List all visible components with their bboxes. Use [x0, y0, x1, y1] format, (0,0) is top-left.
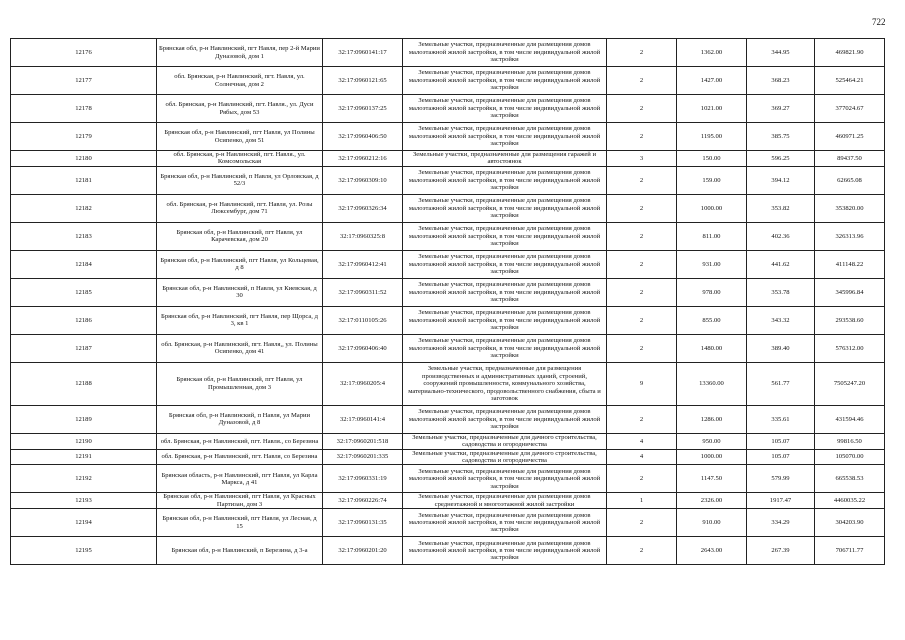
group-cell: 1 — [607, 493, 677, 509]
land-use-cell: Земельные участки, предназначенные для размещения домов малоэтажной жилой застройки, в том числе индивидуальной жилой застройки — [403, 278, 607, 306]
specific-value-cell: 344.95 — [747, 39, 815, 67]
row-number: 12190 — [11, 433, 157, 449]
cadastral-value-cell: 62665.08 — [815, 166, 885, 194]
specific-value-cell: 1917.47 — [747, 493, 815, 509]
area-cell: 1147.50 — [677, 465, 747, 493]
cadastral-value-cell: 525464.21 — [815, 67, 885, 95]
land-use-cell: Земельные участки, предназначенные для размещения домов малоэтажной жилой застройки, в том числе индивидуальной жилой застройки — [403, 465, 607, 493]
group-cell: 2 — [607, 306, 677, 334]
specific-value-cell: 385.75 — [747, 123, 815, 151]
row-number: 12186 — [11, 306, 157, 334]
row-number: 12178 — [11, 95, 157, 123]
cadastral-number-cell: 32:17:0110105:26 — [323, 306, 403, 334]
group-cell: 2 — [607, 194, 677, 222]
specific-value-cell: 561.77 — [747, 362, 815, 405]
specific-value-cell: 441.62 — [747, 250, 815, 278]
table-row — [11, 405, 885, 433]
address-cell: Брянская обл, р-н Навлинский, п Навля, ул Киевская, д 30 — [157, 278, 323, 306]
land-use-cell: Земельные участки, предназначенные для размещения домов малоэтажной жилой застройки, в том числе индивидуальной жилой застройки — [403, 334, 607, 362]
specific-value-cell: 596.25 — [747, 151, 815, 167]
cadastral-value-cell: 706711.77 — [815, 537, 885, 565]
table-row — [11, 362, 885, 405]
area-cell: 950.00 — [677, 433, 747, 449]
area-cell: 1195.00 — [677, 123, 747, 151]
area-cell: 1000.00 — [677, 194, 747, 222]
group-cell: 9 — [607, 362, 677, 405]
cadastral-number-cell: 32:17:0960141:17 — [323, 39, 403, 67]
group-cell: 2 — [607, 250, 677, 278]
specific-value-cell: 402.36 — [747, 222, 815, 250]
land-use-cell: Земельные участки, предназначенные для дачного строительства, садоводства и огородничества — [403, 433, 607, 449]
land-use-cell: Земельные участки, предназначенные для размещения домов малоэтажной жилой застройки, в том числе индивидуальной жилой застройки — [403, 67, 607, 95]
cadastral-value-cell: 326313.96 — [815, 222, 885, 250]
cadastral-value-cell: 89437.50 — [815, 151, 885, 167]
table-row — [11, 537, 885, 565]
table-row — [11, 151, 885, 167]
specific-value-cell: 369.27 — [747, 95, 815, 123]
table-row — [11, 194, 885, 222]
address-cell: Брянская обл, р-н Навлинский, пгт Навля, пер Щорса, д 3, кв 1 — [157, 306, 323, 334]
area-cell: 13360.00 — [677, 362, 747, 405]
area-cell: 1362.00 — [677, 39, 747, 67]
cadastral-value-cell: 7505247.20 — [815, 362, 885, 405]
group-cell: 2 — [607, 405, 677, 433]
cadastral-number-cell: 32:17:0960121:65 — [323, 67, 403, 95]
table-body — [11, 39, 885, 565]
area-cell: 811.00 — [677, 222, 747, 250]
land-use-cell: Земельные участки, предназначенные для размещения домов малоэтажной жилой застройки, в том числе индивидуальной жилой застройки — [403, 39, 607, 67]
row-number: 12185 — [11, 278, 157, 306]
land-use-cell: Земельные участки, предназначенные для размещения домов среднеэтажной и многоэтажной жилой застройки — [403, 493, 607, 509]
table-row — [11, 67, 885, 95]
address-cell: Брянская обл, р-н Навлинский, пгт Навля, ул Промышленная, дом 3 — [157, 362, 323, 405]
cadastral-number-cell: 32:17:0960141:4 — [323, 405, 403, 433]
table-row — [11, 222, 885, 250]
area-cell: 1000.00 — [677, 449, 747, 465]
specific-value-cell: 343.32 — [747, 306, 815, 334]
group-cell: 2 — [607, 39, 677, 67]
area-cell: 1427.00 — [677, 67, 747, 95]
address-cell: Брянская обл, р-н Навлинский, пгт Навля, ул Кольцевая, д 8 — [157, 250, 323, 278]
row-number: 12179 — [11, 123, 157, 151]
area-cell: 2643.00 — [677, 537, 747, 565]
table-row — [11, 433, 885, 449]
address-cell: Брянская обл, р-н Навлинский, пгт Навля, ул Красных Партизан, дом 3 — [157, 493, 323, 509]
row-number: 12194 — [11, 509, 157, 537]
address-cell: Брянская обл, р-н Навлинский, пгт Навля, пер 2-й Марии Дуназовой, дом 1 — [157, 39, 323, 67]
table-row — [11, 39, 885, 67]
cadastral-number-cell: 32:17:0960412:41 — [323, 250, 403, 278]
address-cell: обл. Брянская, р-н Навлинский, пгт. Навля,, ул. Полины Осипенко, дом 41 — [157, 334, 323, 362]
land-use-cell: Земельные участки, предназначенные для размещения домов малоэтажной жилой застройки, в том числе индивидуальной жилой застройки — [403, 222, 607, 250]
row-number: 12192 — [11, 465, 157, 493]
cadastral-value-cell: 4460035.22 — [815, 493, 885, 509]
land-use-cell: Земельные участки, предназначенные для размещения домов малоэтажной жилой застройки, в том числе индивидуальной жилой застройки — [403, 537, 607, 565]
cadastral-value-cell: 665538.53 — [815, 465, 885, 493]
address-cell: обл. Брянская, р-н Навлинский, пгт. Навля., ул. Комсомольская — [157, 151, 323, 167]
cadastral-value-cell: 293538.60 — [815, 306, 885, 334]
group-cell: 2 — [607, 334, 677, 362]
area-cell: 159.00 — [677, 166, 747, 194]
row-number: 12180 — [11, 151, 157, 167]
address-cell: Брянская обл, р-н Навлинский, п Навля, ул Марии Дуназовой, д 8 — [157, 405, 323, 433]
group-cell: 2 — [607, 222, 677, 250]
address-cell: обл. Брянская, р-н Навлинский, пгт. Навля., ул. Дуси Рябых, дом 53 — [157, 95, 323, 123]
address-cell: Брянская обл, р-н Навлинский, пгт Навля, ул Лесная, д 15 — [157, 509, 323, 537]
row-number: 12181 — [11, 166, 157, 194]
cadastral-number-cell: 32:17:0960131:35 — [323, 509, 403, 537]
cadastral-number-cell: 32:17:0960201:335 — [323, 449, 403, 465]
row-number: 12184 — [11, 250, 157, 278]
group-cell: 2 — [607, 509, 677, 537]
row-number: 12191 — [11, 449, 157, 465]
row-number: 12188 — [11, 362, 157, 405]
cadastral-number-cell: 32:17:0960201:518 — [323, 433, 403, 449]
land-use-cell: Земельные участки, предназначенные для размещения домов малоэтажной жилой застройки, в том числе индивидуальной жилой застройки — [403, 95, 607, 123]
specific-value-cell: 579.99 — [747, 465, 815, 493]
cadastral-value-cell: 431594.46 — [815, 405, 885, 433]
cadastral-number-cell: 32:17:0960201:20 — [323, 537, 403, 565]
specific-value-cell: 335.61 — [747, 405, 815, 433]
cadastral-value-cell: 469821.90 — [815, 39, 885, 67]
group-cell: 2 — [607, 67, 677, 95]
cadastral-value-table — [10, 38, 885, 565]
land-use-cell: Земельные участки, предназначенные для размещения домов малоэтажной жилой застройки, в том числе индивидуальной жилой застройки — [403, 123, 607, 151]
table-row — [11, 95, 885, 123]
cadastral-number-cell: 32:17:0960406:50 — [323, 123, 403, 151]
table-row — [11, 509, 885, 537]
address-cell: Брянская обл, р-н Навлинский, п Березина, д 3-а — [157, 537, 323, 565]
table-row — [11, 449, 885, 465]
cadastral-value-cell: 576312.00 — [815, 334, 885, 362]
land-use-cell: Земельные участки, предназначенные для размещения домов малоэтажной жилой застройки, в том числе индивидуальной жилой застройки — [403, 194, 607, 222]
land-use-cell: Земельные участки, предназначенные для размещения домов малоэтажной жилой застройки, в том числе индивидуальной жилой застройки — [403, 306, 607, 334]
cadastral-number-cell: 32:17:0960309:10 — [323, 166, 403, 194]
specific-value-cell: 334.29 — [747, 509, 815, 537]
table-row — [11, 493, 885, 509]
table-row — [11, 278, 885, 306]
area-cell: 978.00 — [677, 278, 747, 306]
cadastral-number-cell: 32:17:0960331:19 — [323, 465, 403, 493]
row-number: 12182 — [11, 194, 157, 222]
address-cell: Брянская обл, р-н Навлинский, п Навля, ул Орловская, д 52/3 — [157, 166, 323, 194]
row-number: 12177 — [11, 67, 157, 95]
area-cell: 150.00 — [677, 151, 747, 167]
row-number: 12183 — [11, 222, 157, 250]
specific-value-cell: 353.78 — [747, 278, 815, 306]
specific-value-cell: 105.07 — [747, 449, 815, 465]
cadastral-value-cell: 460971.25 — [815, 123, 885, 151]
group-cell: 4 — [607, 433, 677, 449]
land-use-cell: Земельные участки, предназначенные для размещения домов малоэтажной жилой застройки, в том числе индивидуальной жилой застройки — [403, 405, 607, 433]
group-cell: 2 — [607, 123, 677, 151]
land-use-cell: Земельные участки, предназначенные для размещения домов малоэтажной жилой застройки, в том числе индивидуальной жилой застройки — [403, 509, 607, 537]
table-row — [11, 123, 885, 151]
address-cell: обл. Брянская, р-н Навлинский, пгт. Навля, со Березина — [157, 449, 323, 465]
group-cell: 2 — [607, 537, 677, 565]
specific-value-cell: 389.40 — [747, 334, 815, 362]
row-number: 12189 — [11, 405, 157, 433]
address-cell: обл. Брянская, р-н Навлинский, пгт. Навля, ул. Розы Люксембург, дом 71 — [157, 194, 323, 222]
table-row — [11, 250, 885, 278]
address-cell: Брянская обл, р-н Навлинский, пгт Навля, ул Полины Осипенко, дом 51 — [157, 123, 323, 151]
area-cell: 2326.00 — [677, 493, 747, 509]
cadastral-number-cell: 32:17:0960205:4 — [323, 362, 403, 405]
specific-value-cell: 368.23 — [747, 67, 815, 95]
cadastral-value-cell: 304203.90 — [815, 509, 885, 537]
cadastral-number-cell: 32:17:0960137:25 — [323, 95, 403, 123]
address-cell: Брянская обл, р-н Навлинский, пгт Навля, ул Карачевская, дом 20 — [157, 222, 323, 250]
cadastral-number-cell: 32:17:0960311:52 — [323, 278, 403, 306]
cadastral-value-cell: 411148.22 — [815, 250, 885, 278]
area-cell: 1480.00 — [677, 334, 747, 362]
specific-value-cell: 105.07 — [747, 433, 815, 449]
table-row — [11, 166, 885, 194]
page-number: 722 — [872, 17, 886, 27]
address-cell: Брянская область, р-н Навлинский, пгт Навля, ул Карла Маркса, д 41 — [157, 465, 323, 493]
cadastral-number-cell: 32:17:0960212:16 — [323, 151, 403, 167]
table-row — [11, 465, 885, 493]
row-number: 12195 — [11, 537, 157, 565]
row-number: 12176 — [11, 39, 157, 67]
specific-value-cell: 394.12 — [747, 166, 815, 194]
cadastral-value-cell: 353820.00 — [815, 194, 885, 222]
row-number: 12193 — [11, 493, 157, 509]
land-use-cell: Земельные участки, предназначенные для дачного строительства, садоводства и огородничества — [403, 449, 607, 465]
address-cell: обл. Брянская, р-н Навлинский, пгт. Навля., со Березина — [157, 433, 323, 449]
group-cell: 2 — [607, 95, 677, 123]
group-cell: 4 — [607, 449, 677, 465]
group-cell: 2 — [607, 166, 677, 194]
row-number: 12187 — [11, 334, 157, 362]
table-row — [11, 306, 885, 334]
cadastral-number-cell: 32:17:0960326:34 — [323, 194, 403, 222]
area-cell: 931.00 — [677, 250, 747, 278]
area-cell: 855.00 — [677, 306, 747, 334]
address-cell: обл. Брянская, р-н Навлинский, пгт. Навля, ул. Солнечная, дом 2 — [157, 67, 323, 95]
land-use-cell: Земельные участки, предназначенные для размещения гаражей и автостоянок — [403, 151, 607, 167]
cadastral-value-cell: 377024.67 — [815, 95, 885, 123]
specific-value-cell: 353.82 — [747, 194, 815, 222]
area-cell: 1021.00 — [677, 95, 747, 123]
group-cell: 2 — [607, 278, 677, 306]
cadastral-value-cell: 105070.00 — [815, 449, 885, 465]
group-cell: 3 — [607, 151, 677, 167]
cadastral-number-cell: 32:17:0960406:40 — [323, 334, 403, 362]
area-cell: 910.00 — [677, 509, 747, 537]
land-use-cell: Земельные участки, предназначенные для размещения производственных и административных зданий, строений, сооружений промышленности, коммунального хозяйства, материально-технического, продовольственного снабжения, сбыта и заготовок — [403, 362, 607, 405]
cadastral-number-cell: 32:17:0960226:74 — [323, 493, 403, 509]
specific-value-cell: 267.39 — [747, 537, 815, 565]
cadastral-value-cell: 99816.50 — [815, 433, 885, 449]
table-row — [11, 334, 885, 362]
group-cell: 2 — [607, 465, 677, 493]
area-cell: 1286.00 — [677, 405, 747, 433]
cadastral-value-cell: 345996.84 — [815, 278, 885, 306]
land-use-cell: Земельные участки, предназначенные для размещения домов малоэтажной жилой застройки, в том числе индивидуальной жилой застройки — [403, 166, 607, 194]
land-use-cell: Земельные участки, предназначенные для размещения домов малоэтажной жилой застройки, в том числе индивидуальной жилой застройки — [403, 250, 607, 278]
cadastral-number-cell: 32:17:0960325:8 — [323, 222, 403, 250]
